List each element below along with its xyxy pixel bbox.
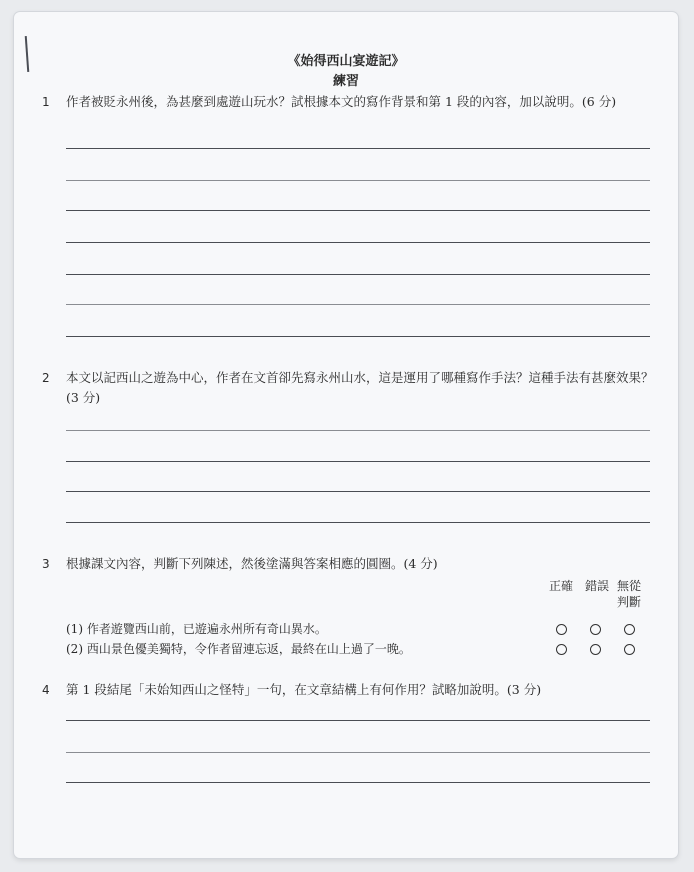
answer-line[interactable] <box>66 461 650 462</box>
question-text: 第 1 段結尾「未始知西山之怪特」一句，在文章結構上有何作用？試略加說明。(3 分) <box>66 682 542 697</box>
worksheet-page <box>14 12 678 858</box>
statement-2: (2) 西山景色優美獨特，令作者留連忘返，最終在山上過了一晚。 <box>66 642 411 656</box>
radio-1-wrong[interactable] <box>590 624 601 635</box>
question-text: 作者被貶永州後，為甚麼到處遊山玩水？試根據本文的寫作背景和第 1 段的內容，加以說明。(6 分) <box>66 94 617 109</box>
column-header-undeterminable: 無從判斷 <box>616 579 641 609</box>
question-number: 4 <box>42 683 50 697</box>
question-number: 2 <box>42 371 50 385</box>
question-number: 3 <box>42 557 50 571</box>
statement-1: (1) 作者遊覽西山前，已遊遍永州所有奇山異水。 <box>66 622 327 636</box>
question-text: 本文以記西山之遊為中心，作者在文首卻先寫永州山水，這是運用了哪種寫作手法？這種手法有甚麼效果？(3 分) <box>66 370 654 405</box>
answer-line[interactable] <box>66 752 650 753</box>
radio-1-undeterminable[interactable] <box>624 624 635 635</box>
radio-1-correct[interactable] <box>556 624 567 635</box>
answer-line[interactable] <box>66 210 650 211</box>
answer-line[interactable] <box>66 148 650 149</box>
column-header-correct: 正確 <box>548 579 573 593</box>
radio-2-undeterminable[interactable] <box>624 644 635 655</box>
question-text: 根據課文內容，判斷下列陳述，然後塗滿與答案相應的圓圈。(4 分) <box>66 556 438 571</box>
radio-2-wrong[interactable] <box>590 644 601 655</box>
answer-line[interactable] <box>66 180 650 181</box>
answer-line[interactable] <box>66 304 650 305</box>
answer-line[interactable] <box>66 522 650 523</box>
radio-2-correct[interactable] <box>556 644 567 655</box>
column-header-wrong: 錯誤 <box>584 579 609 593</box>
question-number: 1 <box>42 95 50 109</box>
answer-line[interactable] <box>66 336 650 337</box>
answer-line[interactable] <box>66 274 650 275</box>
worksheet-subtitle: 練習 <box>332 74 359 89</box>
worksheet-title: 《始得西山宴遊記》 <box>287 54 405 69</box>
answer-line[interactable] <box>66 782 650 783</box>
answer-line[interactable] <box>66 242 650 243</box>
answer-line[interactable] <box>66 491 650 492</box>
answer-line[interactable] <box>66 720 650 721</box>
answer-line[interactable] <box>66 430 650 431</box>
